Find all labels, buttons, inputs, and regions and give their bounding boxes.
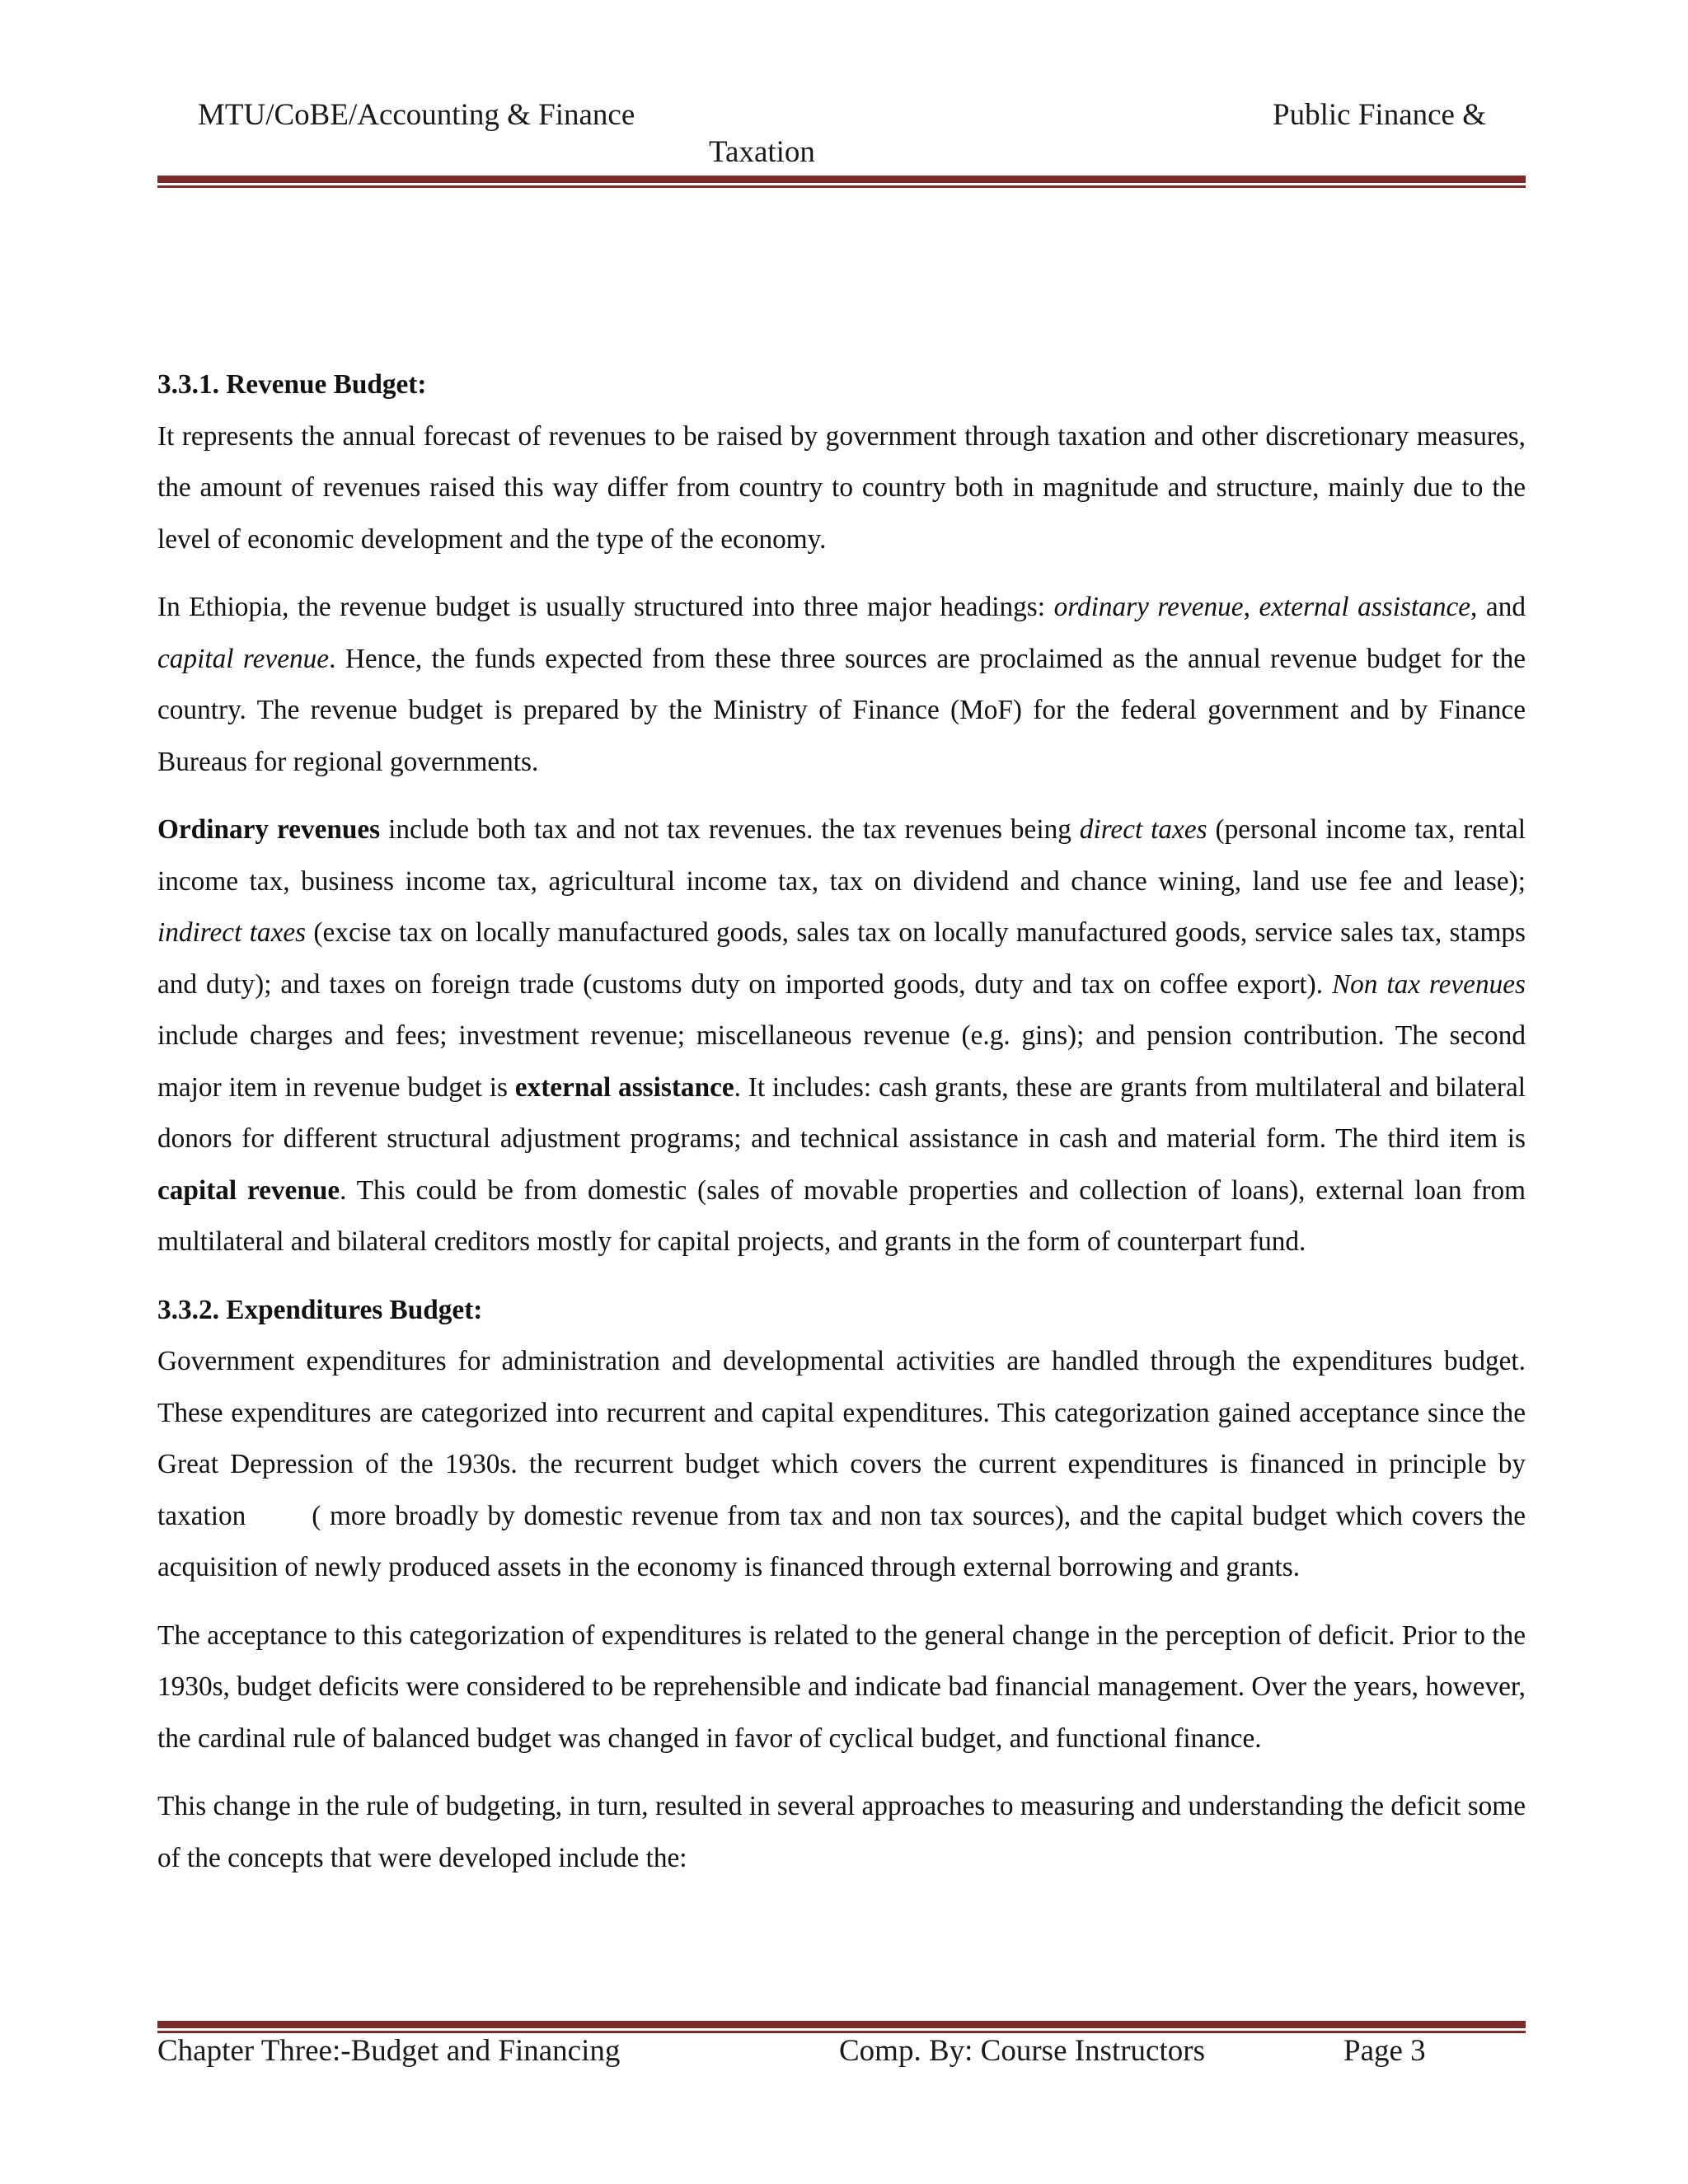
paragraph-deficit-perception: The acceptance to this categorization of expenditures is related to the general change in the perception of deficit. Prior to the 1930s, budget deficits were considered to be reprehensible and indicate bad financial management. Over the years, however, the cardinal rule of balanced budget was changed in favor of cyclical budget, and functional finance. xyxy=(157,1619,1526,1754)
header-rule xyxy=(157,176,1526,188)
paragraph-ordinary-revenues: Ordinary revenues include both tax and not tax revenues. the tax revenues being direct taxes (personal income tax, rental income tax, business income tax, agricultural income tax, tax on dividend and chance wining, land use fee and lease); indirect taxes (excise tax on locally manufactured goods, sales tax on locally manufactured goods, service sales tax, stamps and duty); and taxes on foreign trade (customs duty on imported goods, duty and tax on coffee export). Non tax revenues include charges and fees; investment revenue; miscellaneous revenue (e.g. gins); and pension contribution. The second major item in revenue budget is external assistance. It includes: cash grants, these are grants from multilateral and bilateral donors for different structural adjustment programs; and technical assistance in cash and material form. The third item is capital revenue. This could be from domestic (sales of movable properties and collection of loans), external loan from multilateral and bilateral creditors mostly for capital projects, and grants in the form of counterpart fund. xyxy=(157,814,1526,1257)
term-capital-revenue: capital revenue xyxy=(157,643,330,674)
term-ordinary-revenues: Ordinary revenues xyxy=(157,814,381,845)
term-external-assistance-bold: external assistance xyxy=(514,1071,734,1103)
term-ordinary-revenue: ordinary revenue xyxy=(1053,592,1244,622)
term-external-assistance: external assistance xyxy=(1259,592,1471,622)
term-direct-taxes: direct taxes xyxy=(1079,814,1207,845)
header-subject-label: Public Finance & xyxy=(1273,98,1486,132)
footer-author: Comp. By: Course Instructors xyxy=(839,2034,1205,2068)
header-course-label: MTU/CoBE/Accounting & Finance xyxy=(198,98,635,132)
paragraph-budgeting-change: This change in the rule of budgeting, in turn, resulted in several approaches to measuring and understanding the deficit some of the concepts that were developed include the: xyxy=(157,1791,1526,1873)
term-indirect-taxes: indirect taxes xyxy=(157,917,307,948)
section-heading-expenditures-budget: 3.3.2. Expenditures Budget: xyxy=(157,1294,483,1325)
section-heading-revenue-budget: 3.3.1. Revenue Budget: xyxy=(157,369,427,400)
term-capital-revenue-bold: capital revenue xyxy=(157,1174,340,1206)
header-subject-wrap: Taxation xyxy=(709,135,815,169)
term-non-tax-revenues: Non tax revenues xyxy=(1331,968,1526,1000)
footer-chapter-title: Chapter Three:-Budget and Financing xyxy=(157,2034,621,2068)
paragraph-revenue-definition: It represents the annual forecast of revenues to be raised by government through taxation and other discretionary measures, the amount of revenues raised this way differ from country to country both in magnitude and structure, mainly due to the level of economic development and the type of the economy. xyxy=(157,420,1526,555)
footer-page-number: Page 3 xyxy=(1343,2034,1426,2068)
paragraph-revenue-structure: In Ethiopia, the revenue budget is usually structured into three major headings: ordinary revenue, external assistance, and capital revenue. Hence, the funds expected from these three sources are proclaimed as the annual revenue budget for the country. The revenue budget is prepared by the Ministry of Finance (MoF) for the federal government and by Finance Bureaus for regional governments. xyxy=(157,592,1526,777)
document-body xyxy=(157,359,1526,1900)
paragraph-expenditures-definition: Government expenditures for administration and developmental activities are handled through the expenditures budget. These expenditures are categorized into recurrent and capital expenditures. This categorization gained acceptance since the Great Depression of the 1930s. the recurrent budget which covers the current expenditures is financed in principle by taxation ( more broadly by domestic revenue from tax and non tax sources), and the capital budget which covers the acquisition of newly produced assets in the economy is financed through external borrowing and grants. xyxy=(157,1346,1526,1582)
